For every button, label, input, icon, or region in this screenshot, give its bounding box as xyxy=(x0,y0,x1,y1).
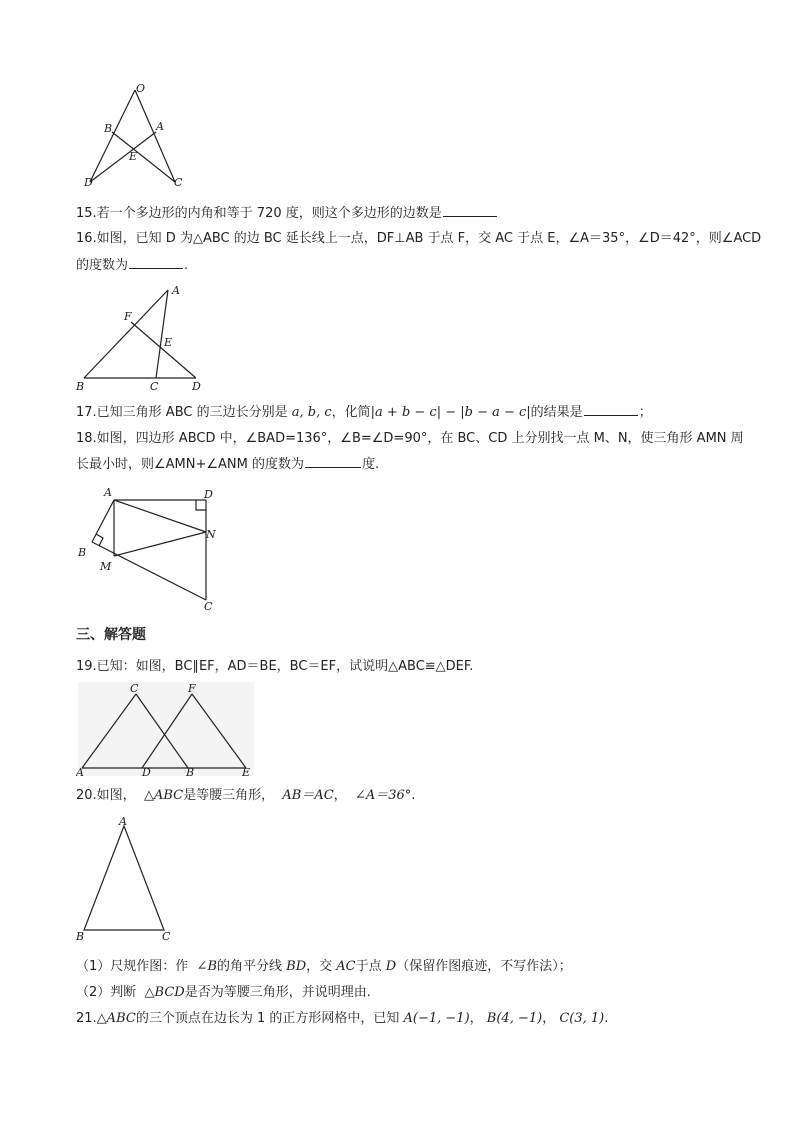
question-16-line1: 16.如图，已知 D 为△ABC 的边 BC 延长线上一点，DF⊥AB 于点 F，交 AC 于点 E，∠A＝35°，∠D＝42°，则∠ACD xyxy=(76,231,762,246)
label-E: E xyxy=(164,336,173,349)
label-E: E xyxy=(129,150,138,163)
label-B: B xyxy=(76,380,85,392)
line-an xyxy=(114,500,206,532)
figure-q18 xyxy=(76,484,226,612)
label-A: A xyxy=(104,486,112,499)
label-N: N xyxy=(206,528,216,541)
label-C: C xyxy=(162,930,171,943)
line-ba xyxy=(84,290,168,378)
answer-blank-18[interactable] xyxy=(305,455,361,468)
label-C: C xyxy=(204,600,213,612)
figure-background xyxy=(78,682,254,776)
label-F: F xyxy=(188,682,196,695)
label-A: A xyxy=(172,284,180,297)
section-title: 三、解答题 xyxy=(76,627,146,643)
line-ad xyxy=(90,132,156,182)
figure-q19 xyxy=(76,680,256,778)
label-B: B xyxy=(78,546,87,559)
question-18-line2: 长最小时，则∠AMN+∠ANM 的度数为 度. xyxy=(76,457,380,472)
figure-q16 xyxy=(76,282,216,392)
triangle-abc xyxy=(84,826,164,930)
question-15: 15.若一个多边形的内角和等于 720 度，则这个多边形的边数是 xyxy=(76,204,498,223)
label-D: D xyxy=(142,766,151,778)
label-D: D xyxy=(84,176,93,189)
label-D: D xyxy=(192,380,201,392)
label-O: O xyxy=(136,82,146,95)
line-bc xyxy=(112,132,175,182)
label-B: B xyxy=(76,930,85,943)
question-17: 17.已知三角形 ABC 的三边长分别是 a, b, c，化简|a + b − c| − |b − a − c|的结果是 ； xyxy=(76,405,652,420)
figure-q14 xyxy=(78,80,198,192)
answer-blank-17[interactable] xyxy=(584,403,638,416)
question-20-part2: （2）判断 △BCD是否为等腰三角形，并说明理由. xyxy=(76,985,371,1000)
answer-blank-15[interactable] xyxy=(443,204,497,217)
label-C: C xyxy=(150,380,159,392)
question-21: 21.△ABC的三个顶点在边长为 1 的正方形网格中，已知 A(−1, −1)， B(4, −1)， C(3, 1). xyxy=(76,1011,609,1026)
label-C: C xyxy=(174,176,183,189)
line-ab xyxy=(92,500,114,542)
line-oc xyxy=(135,90,175,182)
question-16-line2: 的度数为 . xyxy=(76,258,189,273)
abs-expression: |a + b − c| − |b − a − c| xyxy=(370,405,531,420)
label-A: A xyxy=(119,815,127,828)
answer-blank-16[interactable] xyxy=(129,256,183,269)
figure-q20 xyxy=(76,814,186,944)
label-B: B xyxy=(104,122,113,135)
question-20: 20.如图， △ABC是等腰三角形， AB＝AC， ∠A＝36°. xyxy=(76,788,416,803)
label-D: D xyxy=(204,488,213,501)
label-E: E xyxy=(242,766,251,778)
question-19: 19.已知：如图，BC∥EF，AD＝BE，BC＝EF，试说明△ABC≌△DEF. xyxy=(76,659,474,674)
line-fd xyxy=(131,322,196,378)
right-angle-d xyxy=(196,500,206,510)
question-18-line1: 18.如图，四边形 ABCD 中，∠BAD=136°，∠B=∠D=90°，在 BC、CD 上分别找一点 M、N，使三角形 AMN 周 xyxy=(76,431,744,446)
label-F: F xyxy=(124,310,132,323)
label-A: A xyxy=(76,766,84,778)
label-B: B xyxy=(186,766,195,778)
label-M: M xyxy=(100,560,112,573)
line-ac xyxy=(156,290,168,378)
line-od xyxy=(90,90,138,182)
label-A: A xyxy=(156,120,164,133)
question-20-part1: （1）尺规作图：作 ∠B的角平分线 BD，交 AC于点 D（保留作图痕迹，不写作法）； xyxy=(76,959,572,974)
line-mn xyxy=(114,532,206,556)
label-C: C xyxy=(130,682,139,695)
